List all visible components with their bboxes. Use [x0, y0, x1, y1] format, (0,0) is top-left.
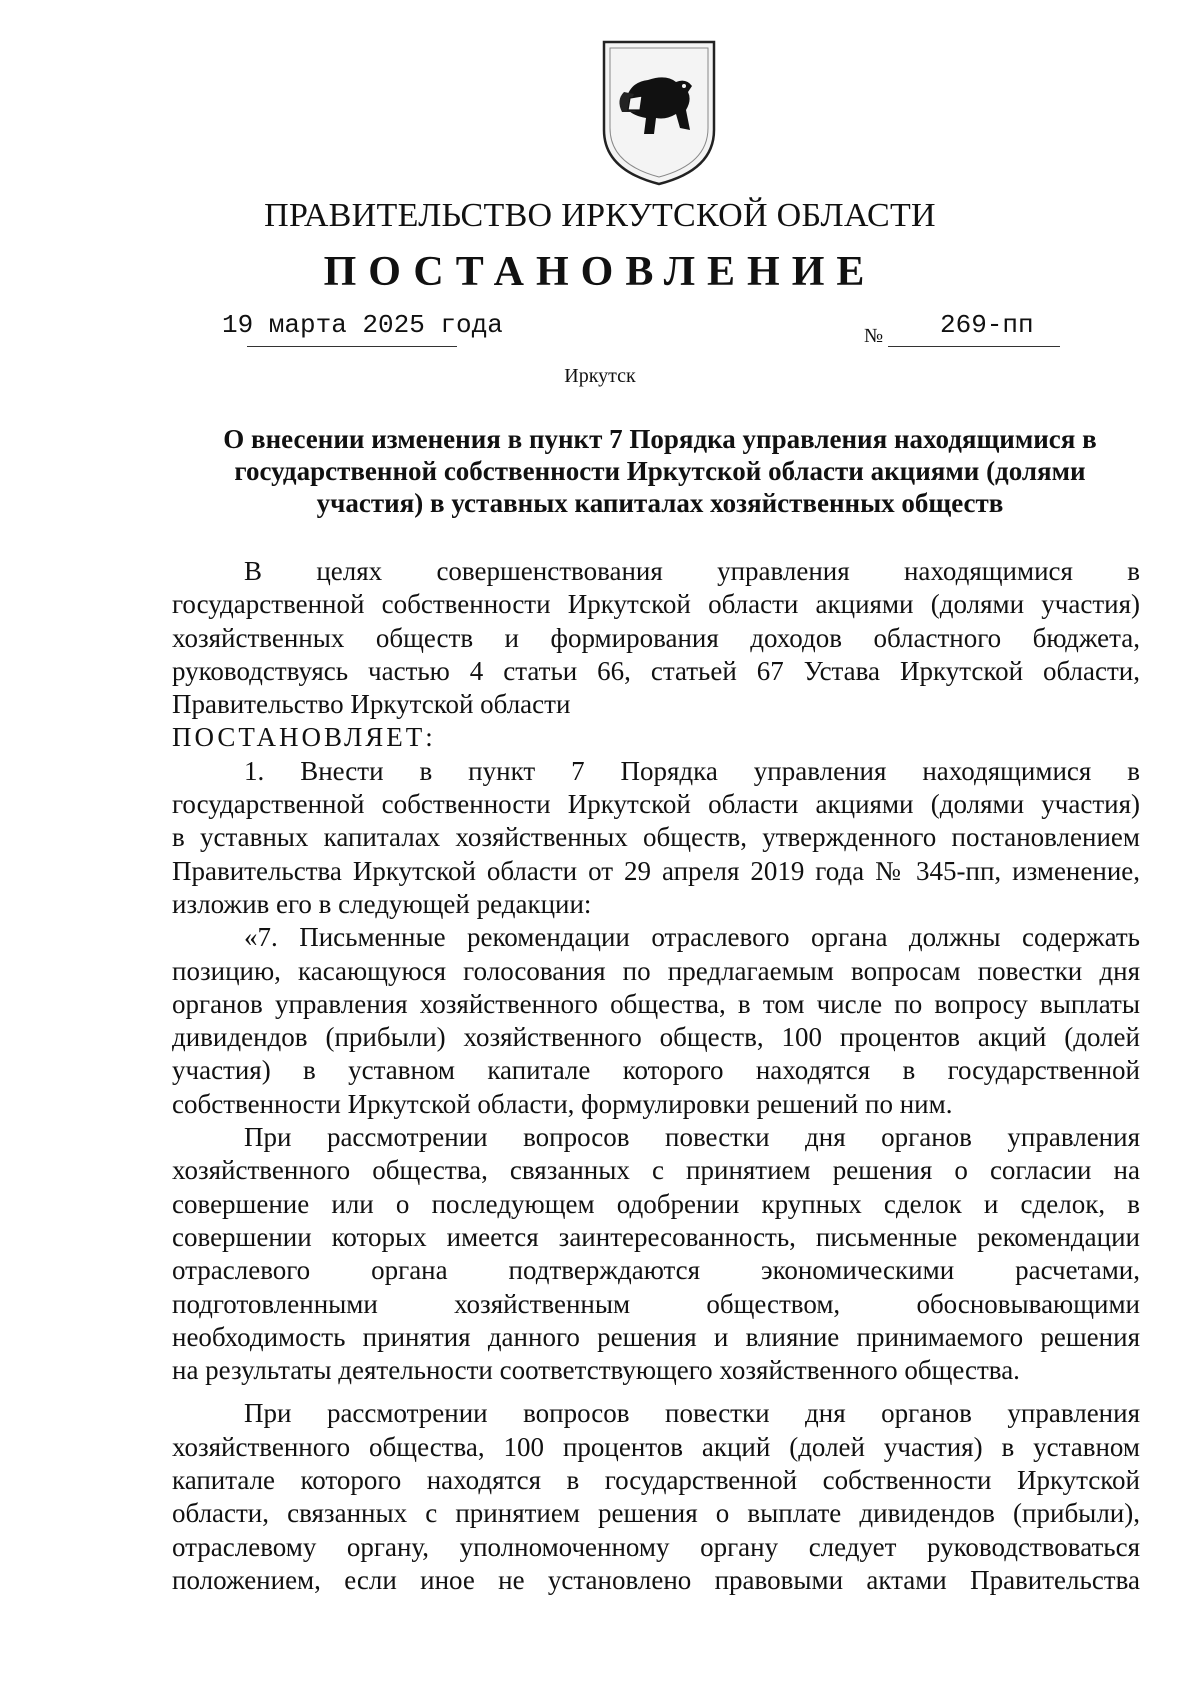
date-underline	[247, 346, 457, 347]
heading-line: О внесении изменения в пункт 7 Порядка управления находящимися в	[223, 424, 1097, 454]
body-line: совершение или о последующем одобрении крупных сделок и сделок, в	[172, 1188, 1140, 1219]
body-line: необходимость принятия данного решения и влияние принимаемого решения	[172, 1321, 1140, 1352]
body-line: совершении которых имеется заинтересованность, письменные рекомендации	[172, 1221, 1140, 1252]
document-heading	[170, 423, 1150, 519]
number-underline	[888, 346, 1060, 347]
document-body	[172, 555, 1140, 1597]
body-line: изложив его в следующей редакции:	[172, 888, 592, 919]
document-city: Иркутск	[564, 365, 636, 387]
number-sign: №	[864, 325, 884, 347]
body-line: на результаты деятельности соответствующего хозяйственного общества.	[172, 1355, 1020, 1386]
body-line: участия) в уставном капитале которого находятся в государственной	[172, 1055, 1140, 1086]
body-line: Правительства Иркутской области от 29 апреля 2019 года № 345-пп, изменение,	[172, 855, 1140, 886]
body-line: «7. Письменные рекомендации отраслевого органа должны содержать	[244, 922, 1140, 953]
body-line: области, связанных с принятием решения о выплате дивидендов (прибыли),	[172, 1498, 1140, 1529]
heading-line: участия) в уставных капиталах хозяйственных обществ	[316, 488, 1004, 518]
body-line: капитале которого находятся в государственной собственности Иркутской	[172, 1465, 1140, 1496]
body-line: положением, если иное не установлено правовыми актами Правительства	[172, 1564, 1140, 1595]
body-line: хозяйственного общества, связанных с принятием решения о согласии на	[172, 1155, 1140, 1186]
government-name: ПРАВИТЕЛЬСТВО ИРКУТСКОЙ ОБЛАСТИ	[264, 197, 936, 234]
body-line: хозяйственных обществ и формирования доходов областного бюджета,	[172, 622, 1140, 653]
body-line: отраслевого органа подтверждаются экономическими расчетами,	[172, 1255, 1140, 1286]
heading-line: государственной собственности Иркутской области акциями (долями	[234, 456, 1086, 486]
body-line: собственности Иркутской области, формулировки решений по ним.	[172, 1088, 953, 1119]
body-line: государственной собственности Иркутской области акциями (долями участия)	[172, 789, 1140, 820]
document-type-title: ПОСТАНОВЛЕНИЕ	[323, 249, 877, 295]
document-number: 269-пп	[940, 310, 1034, 340]
body-line: подготовленными хозяйственным обществом, обосновывающими	[172, 1288, 1140, 1319]
body-line: 1. Внести в пункт 7 Порядка управления находящимися в	[244, 755, 1140, 786]
body-line: органов управления хозяйственного общества, в том числе по вопросу выплаты	[172, 988, 1140, 1019]
body-line: Правительство Иркутской области	[172, 689, 571, 720]
body-line: позицию, касающуюся голосования по предлагаемым вопросам повестки дня	[172, 955, 1140, 986]
body-line: руководствуясь частью 4 статьи 66, статьей 67 Устава Иркутской области,	[172, 655, 1140, 686]
body-line: При рассмотрении вопросов повестки дня органов управления	[244, 1122, 1140, 1153]
body-line: отраслевому органу, уполномоченному органу следует руководствоваться	[172, 1531, 1140, 1562]
body-line: дивидендов (прибыли) хозяйственного обществ, 100 процентов акций (долей	[172, 1022, 1140, 1053]
body-line: в уставных капиталах хозяйственных обществ, утвержденного постановлением	[172, 822, 1140, 853]
body-line: В целях совершенствования управления находящимися в	[244, 556, 1140, 586]
body-line: хозяйственного общества, 100 процентов акций (долей участия) в уставном	[172, 1431, 1140, 1462]
body-line: При рассмотрении вопросов повестки дня органов управления	[244, 1398, 1140, 1429]
resolves-label: ПОСТАНОВЛЯЕТ:	[172, 722, 436, 753]
document-date: 19 марта 2025 года	[222, 310, 503, 340]
coat-of-arms-emblem	[600, 38, 718, 188]
body-line: государственной собственности Иркутской области акциями (долями участия)	[172, 589, 1140, 620]
